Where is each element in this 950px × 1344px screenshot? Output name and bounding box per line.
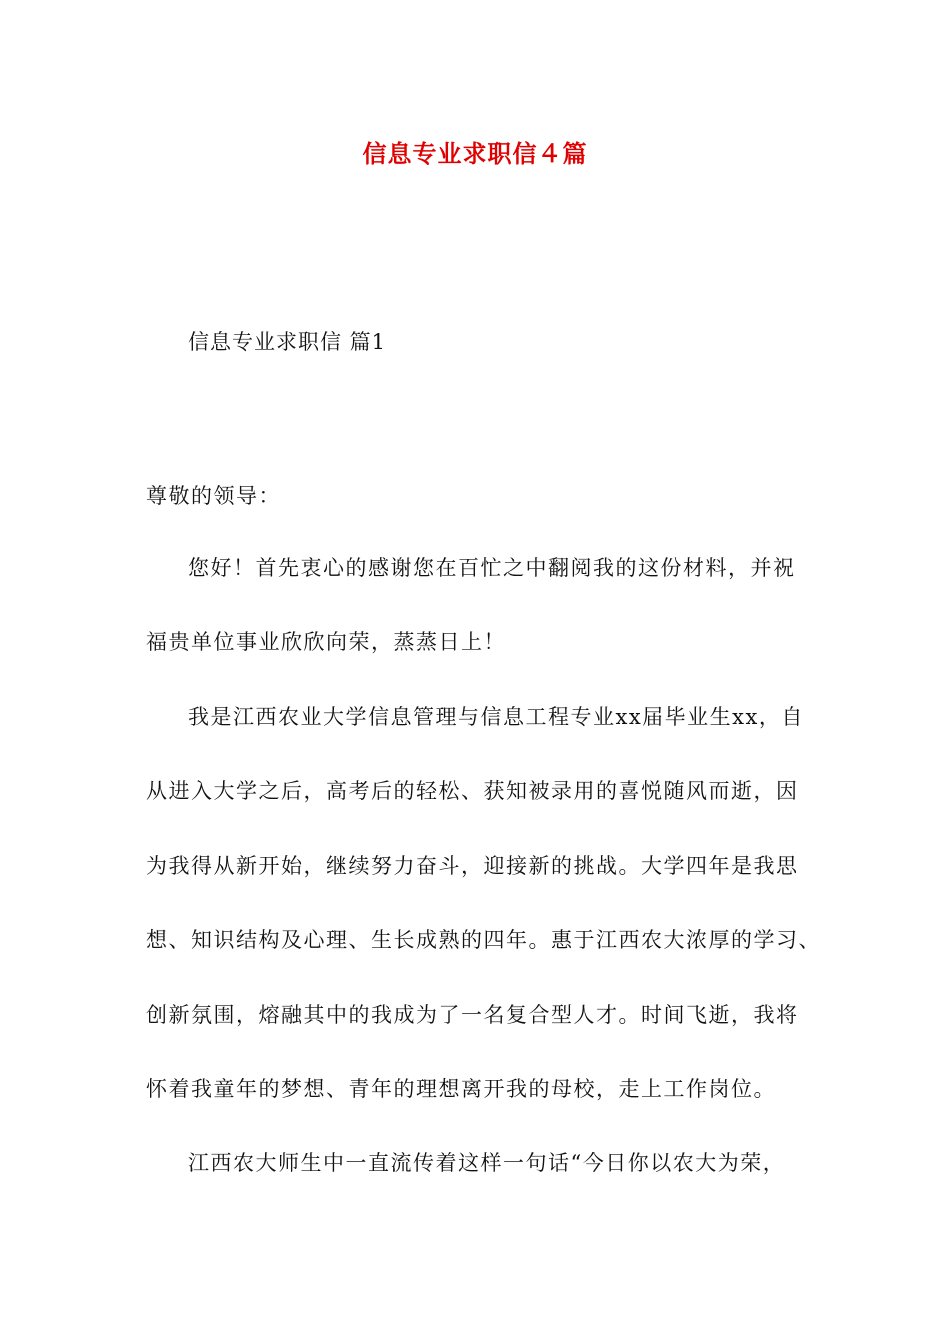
- salutation: 尊敬的领导：: [146, 484, 281, 508]
- paragraph-line: 为我得从新开始，继续努力奋斗，迎接新的挑战。大学四年是我思: [146, 854, 799, 878]
- paragraph-line: 我是江西农业大学信息管理与信息工程专业xx届毕业生xx，自: [188, 705, 804, 729]
- paragraph-line: 想、知识结构及心理、生长成熟的四年。惠于江西农大浓厚的学习、: [146, 928, 821, 952]
- paragraph-line: 您好！首先衷心的感谢您在百忙之中翻阅我的这份材料，并祝: [188, 556, 796, 580]
- paragraph-line: 江西农大师生中一直流传着这样一句话“今日你以农大为荣，: [188, 1151, 786, 1175]
- paragraph-line: 创新氛围，熔融其中的我成为了一名复合型人才。时间飞逝，我将: [146, 1003, 799, 1027]
- section-heading: 信息专业求职信 篇1: [188, 330, 387, 354]
- document-title: 信息专业求职信４篇: [362, 139, 588, 168]
- paragraph-line: 怀着我童年的梦想、青年的理想离开我的母校，走上工作岗位。: [146, 1077, 776, 1101]
- paragraph-line: 从进入大学之后，高考后的轻松、获知被录用的喜悦随风而逝，因: [146, 779, 799, 803]
- paragraph-line: 福贵单位事业欣欣向荣，蒸蒸日上！: [146, 630, 506, 654]
